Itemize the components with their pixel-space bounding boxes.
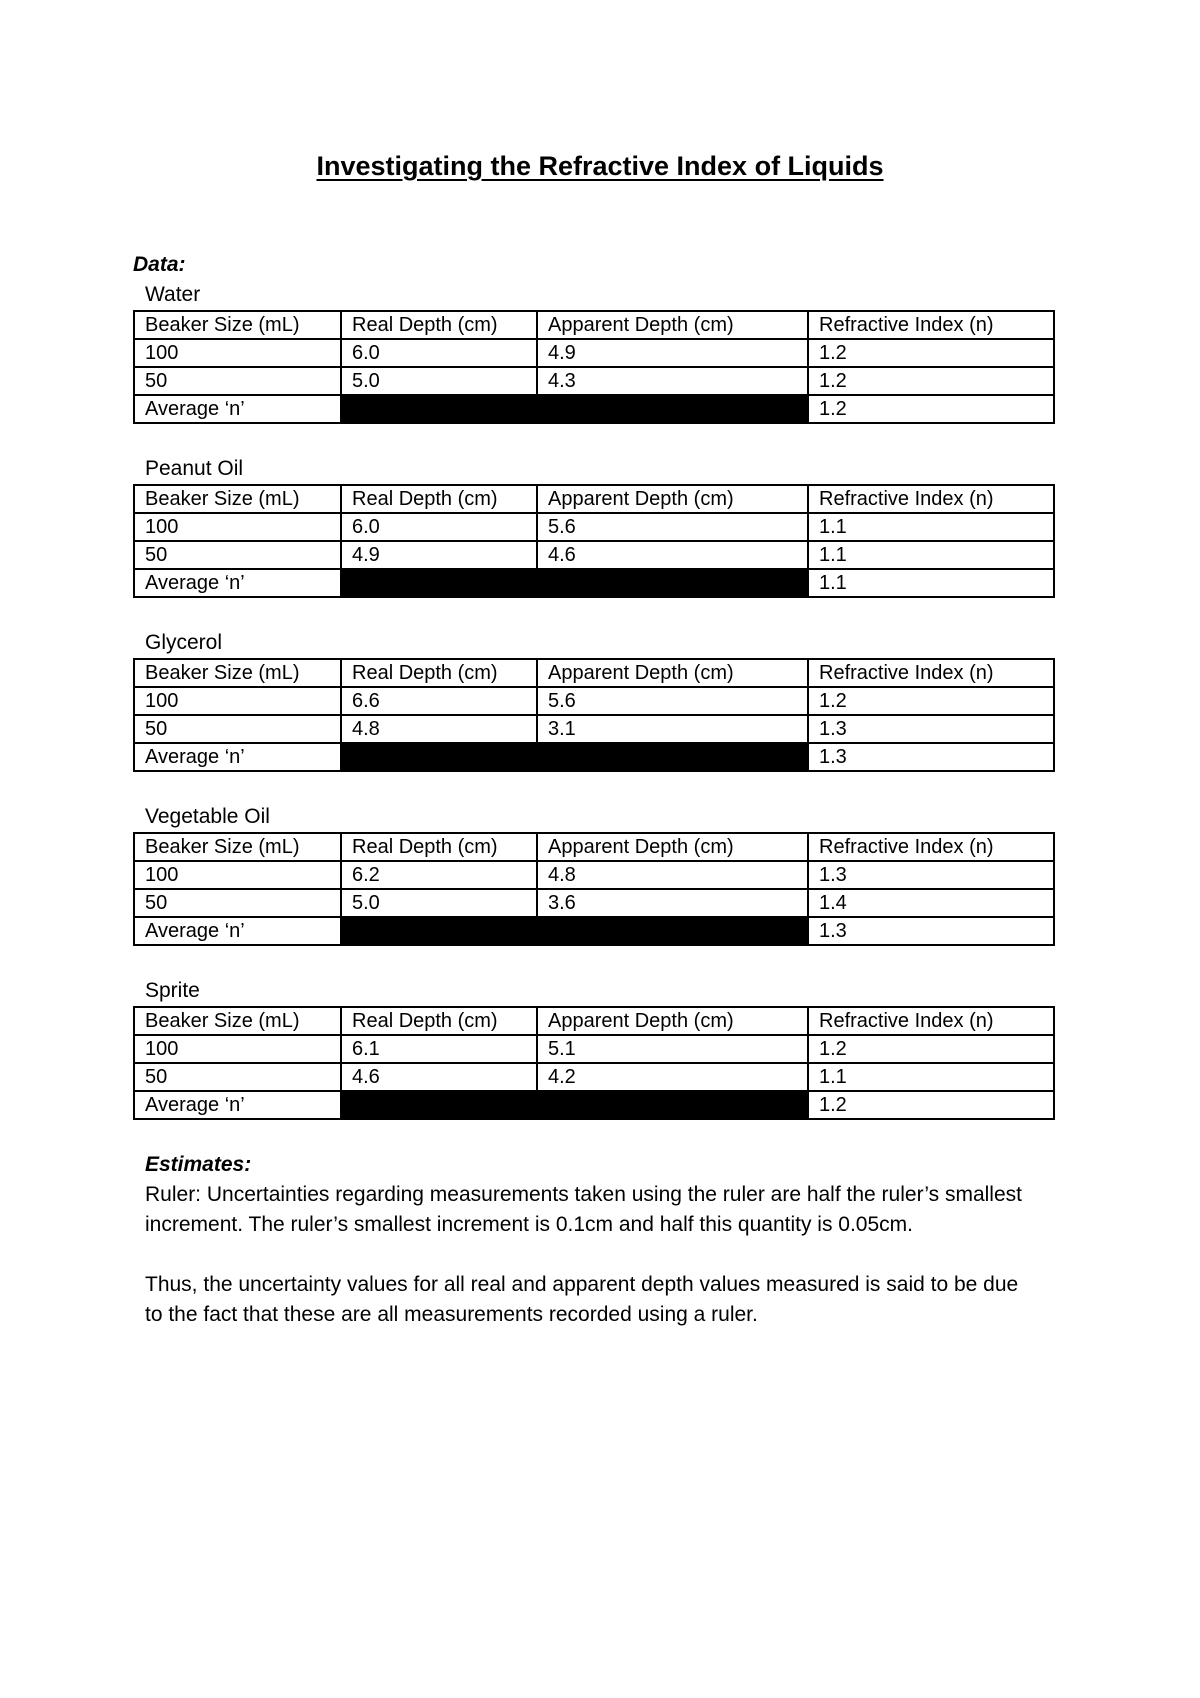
- average-row: [134, 917, 1054, 945]
- table-cell: 4.2: [537, 1063, 808, 1091]
- table-row: [134, 687, 1054, 715]
- liquid-name: Vegetable Oil: [145, 805, 270, 828]
- average-label: Average ‘n’: [134, 1091, 341, 1119]
- column-header: Beaker Size (mL): [134, 1007, 341, 1035]
- blacked-out-cell: [341, 1091, 808, 1119]
- column-header: Beaker Size (mL): [134, 833, 341, 861]
- average-label: Average ‘n’: [134, 917, 341, 945]
- column-header: Refractive Index (n): [808, 833, 1054, 861]
- table-cell: 1.1: [808, 1063, 1054, 1091]
- table-cell: 3.6: [537, 889, 808, 917]
- table-cell: 4.9: [537, 339, 808, 367]
- data-table: [133, 1006, 1055, 1120]
- table-row: [134, 339, 1054, 367]
- table-cell: 6.2: [341, 861, 537, 889]
- estimates-heading: Estimates:: [145, 1153, 252, 1176]
- column-header: Beaker Size (mL): [134, 311, 341, 339]
- column-header: Real Depth (cm): [341, 485, 537, 513]
- average-label: Average ‘n’: [134, 743, 341, 771]
- table-row: [134, 513, 1054, 541]
- liquid-name: Sprite: [145, 979, 200, 1002]
- table-cell: 6.0: [341, 339, 537, 367]
- column-header: Real Depth (cm): [341, 659, 537, 687]
- estimates-paragraph-1: Ruler: Uncertainties regarding measurements taken using the ruler are half the ruler’s smallest increment. The ruler’s smallest increment is 0.1cm and half this quantity is 0.05cm.: [145, 1183, 1022, 1236]
- table-cell: 50: [134, 541, 341, 569]
- table-cell: 4.3: [537, 367, 808, 395]
- column-header: Real Depth (cm): [341, 833, 537, 861]
- table-cell: 50: [134, 889, 341, 917]
- table-cell: 4.6: [341, 1063, 537, 1091]
- liquid-tables: [133, 280, 1053, 1120]
- table-cell: 1.1: [808, 541, 1054, 569]
- table-cell: 100: [134, 1035, 341, 1063]
- average-row: [134, 395, 1054, 423]
- table-cell: 1.3: [808, 861, 1054, 889]
- table-cell: 1.2: [808, 367, 1054, 395]
- table-cell: 4.9: [341, 541, 537, 569]
- table-cell: 6.6: [341, 687, 537, 715]
- table-row: [134, 367, 1054, 395]
- data-table: [133, 484, 1055, 598]
- data-table: [133, 310, 1055, 424]
- table-cell: 100: [134, 339, 341, 367]
- column-header: Apparent Depth (cm): [537, 1007, 808, 1035]
- liquid-block: [133, 802, 1053, 946]
- table-cell: 1.1: [808, 513, 1054, 541]
- table-cell: 1.3: [808, 715, 1054, 743]
- table-cell: 4.8: [537, 861, 808, 889]
- table-cell: 100: [134, 513, 341, 541]
- table-row: [134, 1035, 1054, 1063]
- table-row: [134, 1063, 1054, 1091]
- estimates-section: [133, 1150, 1053, 1330]
- table-cell: 1.2: [808, 339, 1054, 367]
- column-header: Beaker Size (mL): [134, 659, 341, 687]
- table-cell: 5.0: [341, 367, 537, 395]
- average-value: 1.2: [808, 395, 1054, 423]
- column-header: Apparent Depth (cm): [537, 833, 808, 861]
- table-cell: 100: [134, 687, 341, 715]
- average-row: [134, 569, 1054, 597]
- estimates-paragraph-2: Thus, the uncertainty values for all real and apparent depth values measured is said to be due to the fact that these are all measurements recorded using a ruler.: [145, 1273, 1019, 1326]
- average-value: 1.2: [808, 1091, 1054, 1119]
- liquid-name: Glycerol: [145, 631, 223, 654]
- column-header: Refractive Index (n): [808, 485, 1054, 513]
- table-row: [134, 889, 1054, 917]
- blacked-out-cell: [341, 395, 808, 423]
- table-header-row: [134, 833, 1054, 861]
- table-cell: 1.4: [808, 889, 1054, 917]
- document-content: [133, 250, 1053, 1330]
- table-header-row: [134, 659, 1054, 687]
- column-header: Real Depth (cm): [341, 311, 537, 339]
- table-cell: 1.2: [808, 687, 1054, 715]
- column-header: Refractive Index (n): [808, 659, 1054, 687]
- average-row: [134, 1091, 1054, 1119]
- table-cell: 5.0: [341, 889, 537, 917]
- column-header: Real Depth (cm): [341, 1007, 537, 1035]
- table-cell: 50: [134, 1063, 341, 1091]
- liquid-block: [133, 454, 1053, 598]
- table-cell: 6.1: [341, 1035, 537, 1063]
- blacked-out-cell: [341, 917, 808, 945]
- liquid-block: [133, 628, 1053, 772]
- table-cell: 1.2: [808, 1035, 1054, 1063]
- table-cell: 5.1: [537, 1035, 808, 1063]
- table-cell: 4.6: [537, 541, 808, 569]
- table-row: [134, 861, 1054, 889]
- table-cell: 5.6: [537, 687, 808, 715]
- table-cell: 50: [134, 367, 341, 395]
- table-cell: 6.0: [341, 513, 537, 541]
- table-row: [134, 715, 1054, 743]
- table-header-row: [134, 311, 1054, 339]
- blacked-out-cell: [341, 743, 808, 771]
- liquid-name: Water: [145, 283, 201, 306]
- table-cell: 50: [134, 715, 341, 743]
- column-header: Refractive Index (n): [808, 1007, 1054, 1035]
- table-header-row: [134, 1007, 1054, 1035]
- page-title: Investigating the Refractive Index of Liquids: [316, 151, 884, 181]
- table-cell: 4.8: [341, 715, 537, 743]
- data-heading: Data:: [133, 253, 186, 276]
- column-header: Apparent Depth (cm): [537, 485, 808, 513]
- column-header: Refractive Index (n): [808, 311, 1054, 339]
- table-cell: 100: [134, 861, 341, 889]
- average-value: 1.3: [808, 917, 1054, 945]
- column-header: Apparent Depth (cm): [537, 659, 808, 687]
- liquid-block: [133, 280, 1053, 424]
- table-cell: 5.6: [537, 513, 808, 541]
- blacked-out-cell: [341, 569, 808, 597]
- average-label: Average ‘n’: [134, 569, 341, 597]
- paragraph-spacer: [133, 1240, 1053, 1270]
- data-table: [133, 832, 1055, 946]
- average-value: 1.1: [808, 569, 1054, 597]
- column-header: Apparent Depth (cm): [537, 311, 808, 339]
- table-cell: 3.1: [537, 715, 808, 743]
- data-table: [133, 658, 1055, 772]
- column-header: Beaker Size (mL): [134, 485, 341, 513]
- table-row: [134, 541, 1054, 569]
- average-value: 1.3: [808, 743, 1054, 771]
- liquid-name: Peanut Oil: [145, 457, 244, 480]
- liquid-block: [133, 976, 1053, 1120]
- table-header-row: [134, 485, 1054, 513]
- average-label: Average ‘n’: [134, 395, 341, 423]
- average-row: [134, 743, 1054, 771]
